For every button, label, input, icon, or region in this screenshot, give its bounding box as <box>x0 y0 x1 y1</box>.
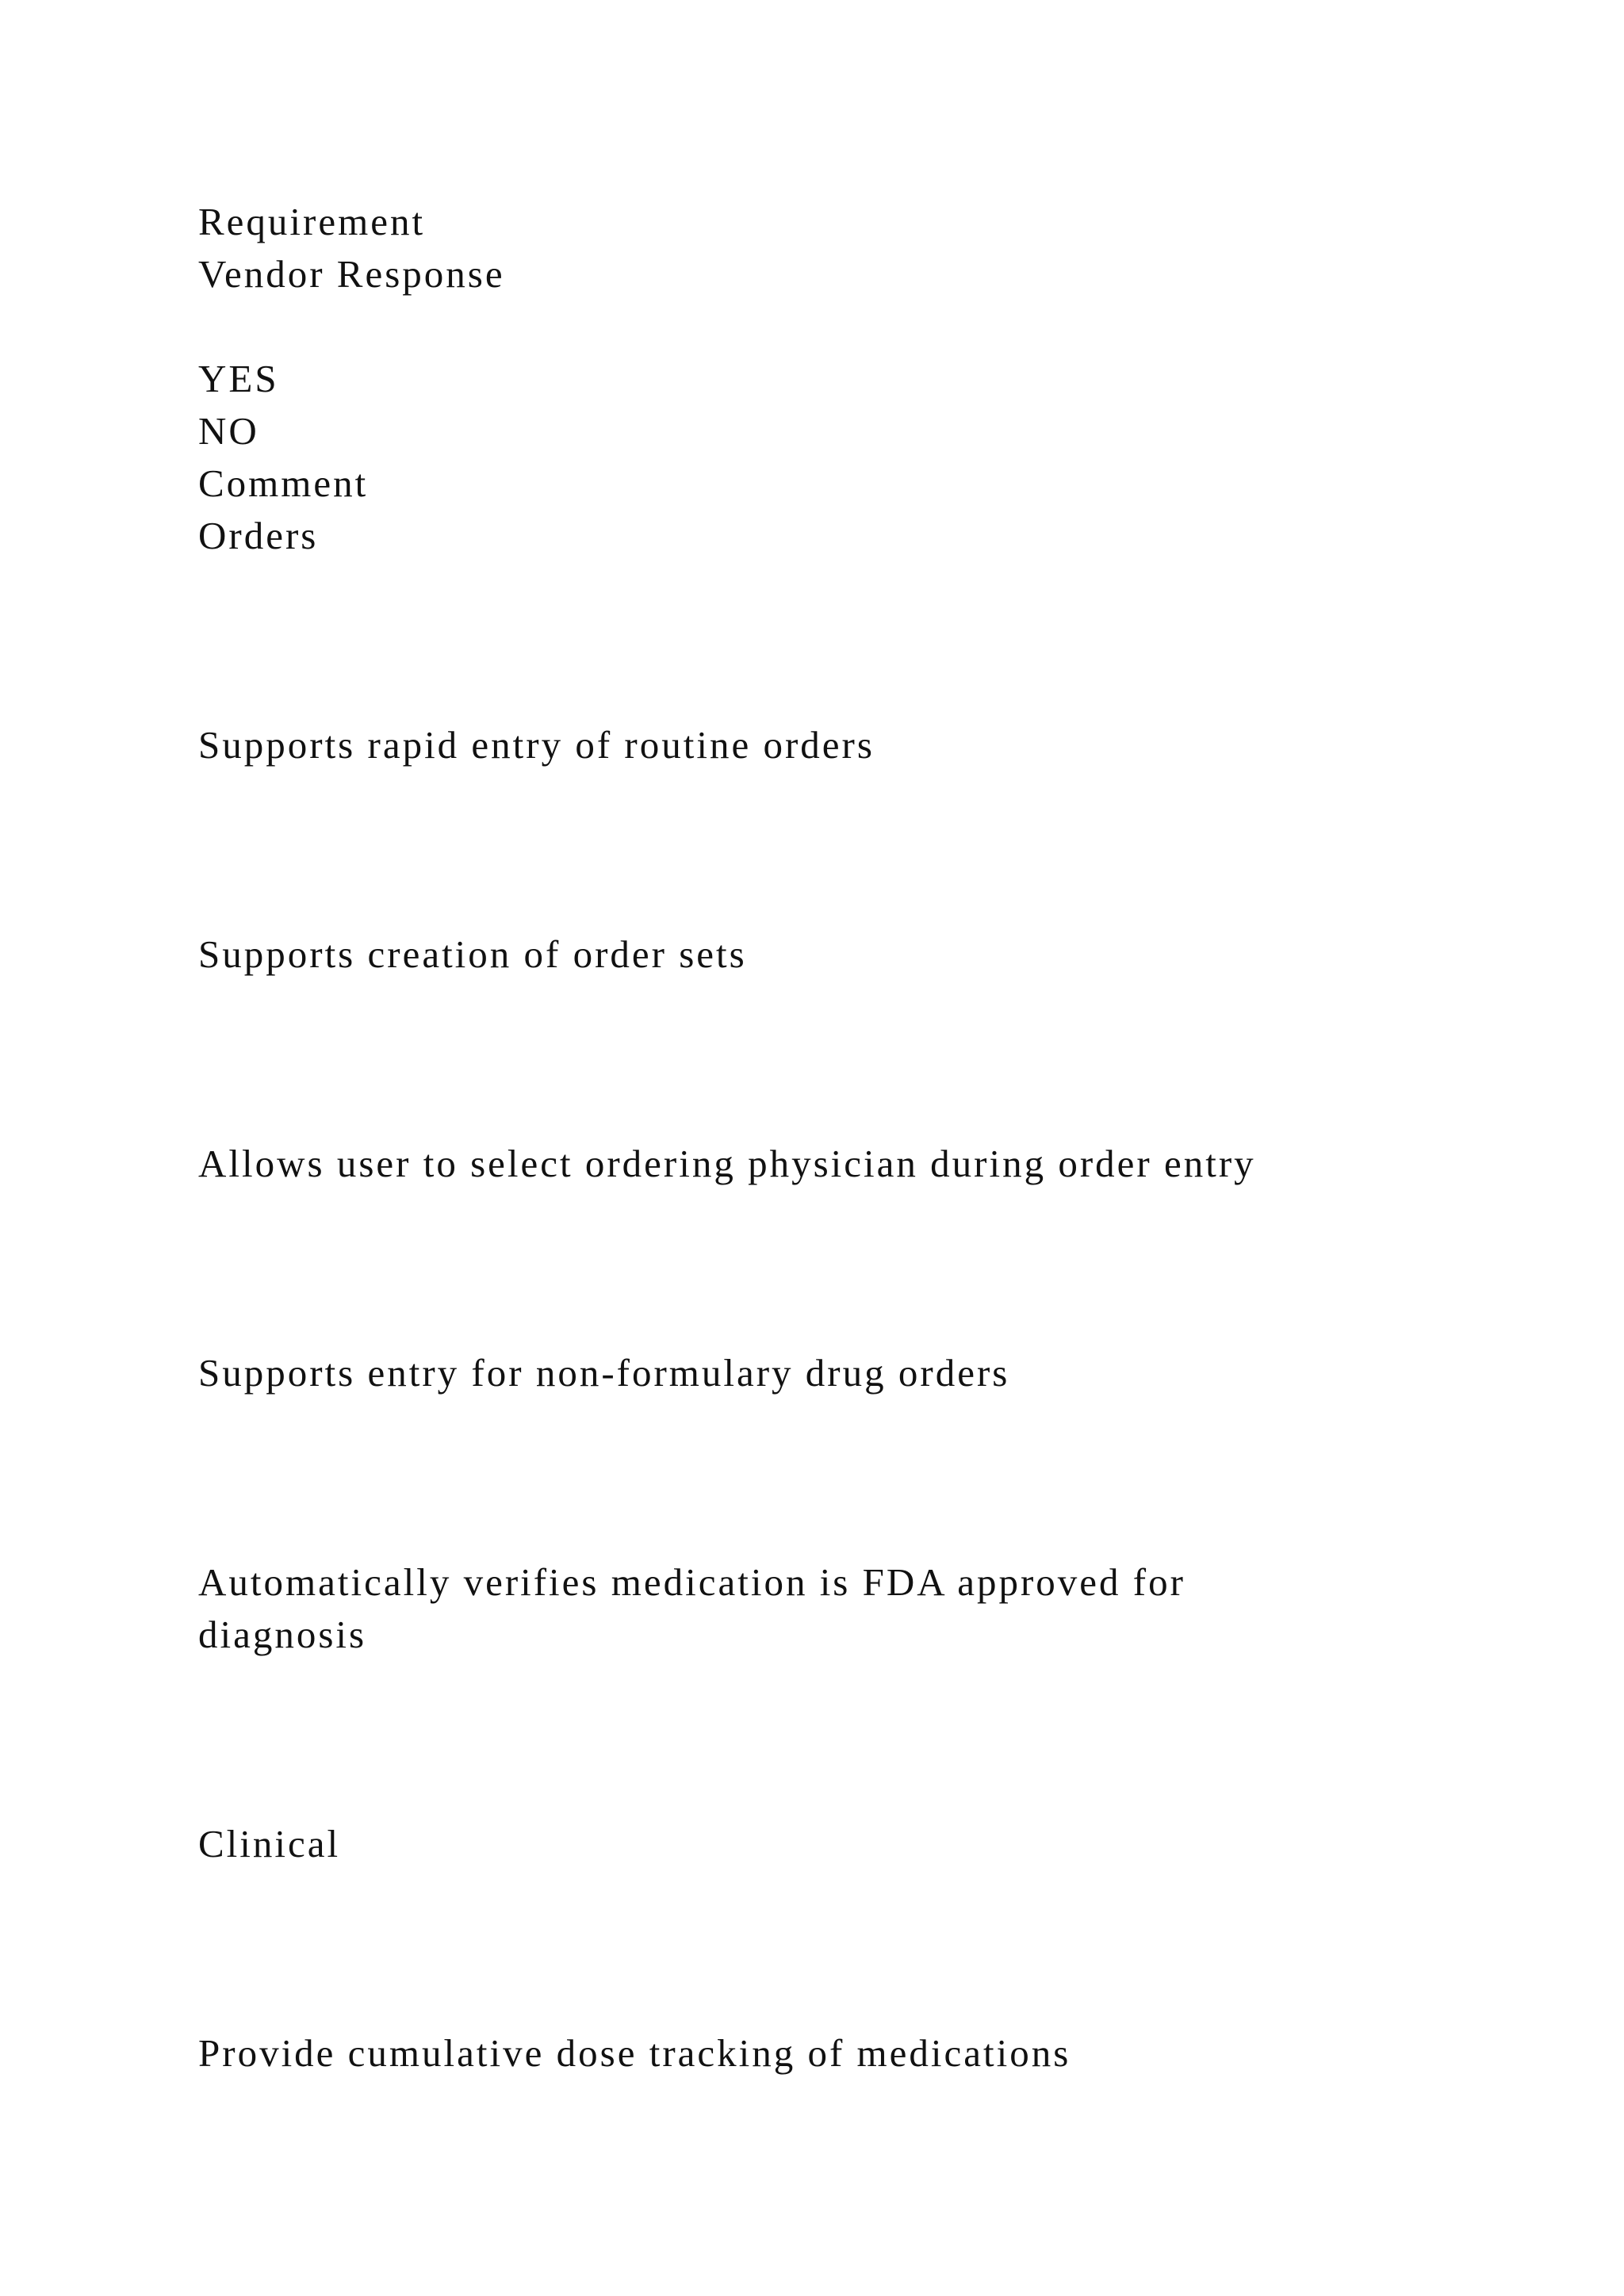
requirement-item: Supports creation of order sets <box>198 932 747 976</box>
requirement-item: Automatically verifies medication is FDA approved for <box>198 1560 1185 1604</box>
requirement-item: Provide cumulative dose tracking of medications <box>198 2031 1071 2075</box>
section-clinical: Clinical <box>198 1822 341 1866</box>
section-orders: Orders <box>198 514 319 557</box>
header-yes: YES <box>198 357 279 400</box>
header-comment: Comment <box>198 461 369 505</box>
requirement-item: Supports entry for non-formulary drug orders <box>198 1351 1010 1395</box>
header-vendor-response: Vendor Response <box>198 252 505 296</box>
requirement-item: Supports rapid entry of routine orders <box>198 723 875 767</box>
requirement-item-continuation: diagnosis <box>198 1613 367 1656</box>
header-no: NO <box>198 409 259 453</box>
header-requirement: Requirement <box>198 200 426 243</box>
requirement-item: Allows user to select ordering physician during order entry <box>198 1142 1256 1185</box>
